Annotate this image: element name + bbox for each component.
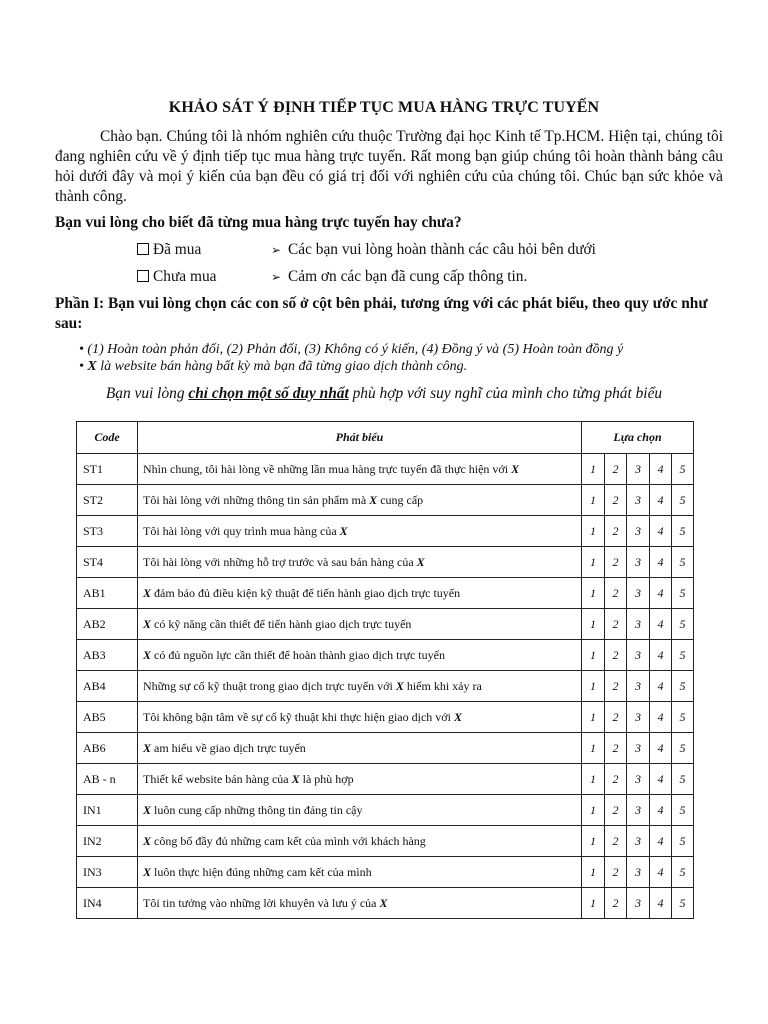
table-row [77,485,694,516]
row-code: IN2 [77,826,138,857]
header-statement: Phát biểu [138,422,582,454]
choice-option-3[interactable]: 3 [627,609,650,640]
choice-option-4[interactable]: 4 [650,764,672,795]
checkbox-da-mua[interactable] [137,243,149,255]
choice-option-3[interactable]: 3 [627,578,650,609]
choice-option-1[interactable]: 1 [582,578,605,609]
x-definition-bullet [79,359,467,375]
x-symbol: X [511,461,520,476]
row-statement [138,485,582,516]
table-row [77,578,694,609]
x-symbol: X [453,709,462,724]
statement-text-before: Tôi hài lòng với những hỗ trợ trước và sau bán hàng của [143,554,417,569]
choice-option-3[interactable]: 3 [627,857,650,888]
arrow-icon: ➢ [271,270,282,284]
checkbox-chua-mua[interactable] [137,270,149,282]
row-code: AB - n [77,764,138,795]
x-symbol: X [143,616,152,631]
table-row [77,609,694,640]
instruction-prefix: Bạn vui lòng [105,385,189,402]
choice-option-3[interactable]: 3 [627,454,650,485]
choice-option-1[interactable]: 1 [582,733,605,764]
statement-text-before: Tôi tin tưởng vào những lời khuyên và lưu ý của [143,895,380,910]
choice-option-4[interactable]: 4 [650,733,672,764]
row-code: ST4 [77,547,138,578]
choice-option-4[interactable]: 4 [650,671,672,702]
choice-option-5[interactable]: 5 [672,764,694,795]
bullet-icon: • [79,359,88,374]
choice-option-5[interactable]: 5 [672,733,694,764]
row-statement [138,857,582,888]
option-label: Chưa mua [153,268,217,285]
row-statement [138,702,582,733]
choice-option-4[interactable]: 4 [650,702,672,733]
choice-option-5[interactable]: 5 [672,578,694,609]
choice-option-4[interactable]: 4 [650,888,672,919]
choice-option-2[interactable]: 2 [605,485,627,516]
choice-option-5[interactable]: 5 [672,702,694,733]
choice-option-3[interactable]: 3 [627,888,650,919]
x-symbol: X [143,833,152,848]
x-symbol: X [339,523,348,538]
x-symbol: X [395,678,404,693]
choice-option-5[interactable]: 5 [672,547,694,578]
choice-option-2[interactable]: 2 [605,702,627,733]
choice-option-4[interactable]: 4 [650,826,672,857]
x-symbol: X [87,359,97,374]
choice-option-3[interactable]: 3 [627,764,650,795]
option-note: Cảm ơn các bạn đã cung cấp thông tin. [288,268,528,285]
table-row [77,764,694,795]
row-code: ST1 [77,454,138,485]
table-row [77,702,694,733]
table-header-row [77,422,694,454]
row-statement [138,609,582,640]
part1-heading: Phần I: Bạn vui lòng chọn các con số ở cột bên phải, tương ứng với các phát biểu, theo quy ước như sau: [55,295,708,332]
statement-text-after: là phù hợp [299,771,354,786]
x-symbol: X [369,492,378,507]
choice-option-3[interactable]: 3 [627,547,650,578]
choice-option-3[interactable]: 3 [627,733,650,764]
statement-text-after: đảm bảo đủ điều kiện kỹ thuật để tiến hành giao dịch trực tuyến [151,585,461,600]
choice-option-2[interactable]: 2 [605,826,627,857]
choice-option-5[interactable]: 5 [672,826,694,857]
choice-option-3[interactable]: 3 [627,516,650,547]
table-row [77,516,694,547]
choice-option-5[interactable]: 5 [672,640,694,671]
statement-text-after: cung cấp [377,492,424,507]
row-code: AB2 [77,609,138,640]
choice-option-4[interactable]: 4 [650,516,672,547]
bullet-icon: • [79,342,88,357]
choice-option-5[interactable]: 5 [672,485,694,516]
statement-text-after: am hiểu về giao dịch trực tuyến [151,740,306,755]
choice-option-2[interactable]: 2 [605,857,627,888]
statement-text-after: hiếm khi xảy ra [403,678,482,693]
choice-option-2[interactable]: 2 [605,733,627,764]
x-symbol: X [143,864,152,879]
choice-option-5[interactable]: 5 [672,516,694,547]
row-statement [138,671,582,702]
row-code: AB1 [77,578,138,609]
choice-option-5[interactable]: 5 [672,671,694,702]
x-symbol: X [143,740,152,755]
choice-option-1[interactable]: 1 [582,857,605,888]
choice-option-1[interactable]: 1 [582,795,605,826]
statement-text-before: Nhìn chung, tôi hài lòng về những lần mua hàng trực tuyến đã thực hiện với [143,461,512,476]
choice-option-2[interactable]: 2 [605,888,627,919]
choice-option-2[interactable]: 2 [605,578,627,609]
row-code: ST3 [77,516,138,547]
row-code: AB3 [77,640,138,671]
statement-text-after: luôn thực hiện đúng những cam kết của mình [151,864,372,879]
row-statement [138,826,582,857]
choice-option-5[interactable]: 5 [672,454,694,485]
choice-option-4[interactable]: 4 [650,857,672,888]
scale-legend-text: (1) Hoàn toàn phản đối, (2) Phản đối, (3) Không có ý kiến, (4) Đồng ý và (5) Hoàn toàn đồng ý [87,342,624,357]
header-code: Code [77,422,138,454]
question-purchased-before: Bạn vui lòng cho biết đã từng mua hàng trực tuyến hay chưa? [55,214,462,231]
choice-option-3[interactable]: 3 [627,485,650,516]
instruction-suffix: phù hợp với suy nghĩ của mình cho từng phát biểu [348,385,663,402]
header-choice: Lựa chọn [582,422,694,454]
table-row [77,547,694,578]
choice-option-1[interactable]: 1 [582,702,605,733]
intro-paragraph [55,127,723,207]
x-symbol: X [291,771,300,786]
choice-option-4[interactable]: 4 [650,578,672,609]
statement-text-after: có kỹ năng cần thiết để tiến hành giao dịch trực tuyến [151,616,412,631]
choice-option-2[interactable]: 2 [605,516,627,547]
x-symbol: X [143,585,152,600]
statement-text-before: Tôi hài lòng với quy trình mua hàng của [143,523,340,538]
option-note: Các bạn vui lòng hoàn thành các câu hỏi bên dưới [288,241,596,258]
choice-option-4[interactable]: 4 [650,795,672,826]
row-code: AB5 [77,702,138,733]
choice-option-3[interactable]: 3 [627,702,650,733]
x-symbol: X [379,895,388,910]
statement-text-after: luôn cung cấp những thông tin đáng tin cậy [151,802,363,817]
instruction-line [0,385,768,403]
choice-option-1[interactable]: 1 [582,826,605,857]
choice-option-2[interactable]: 2 [605,671,627,702]
choice-option-2[interactable]: 2 [605,640,627,671]
choice-option-1[interactable]: 1 [582,764,605,795]
choice-option-4[interactable]: 4 [650,454,672,485]
choice-option-1[interactable]: 1 [582,888,605,919]
option-label: Đã mua [153,241,202,258]
statement-text-before: Tôi không bận tâm về sự cố kỹ thuật khi thực hiện giao dịch với [143,709,454,724]
choice-option-2[interactable]: 2 [605,609,627,640]
x-definition-text: là website bán hàng bất kỳ mà bạn đã từng giao dịch thành công. [96,359,468,374]
choice-option-4[interactable]: 4 [650,485,672,516]
choice-option-1[interactable]: 1 [582,671,605,702]
choice-option-2[interactable]: 2 [605,454,627,485]
row-statement [138,795,582,826]
choice-option-2[interactable]: 2 [605,795,627,826]
scale-legend-bullet [79,342,623,358]
table-row [77,671,694,702]
row-statement [138,578,582,609]
row-statement [138,733,582,764]
row-statement [138,888,582,919]
survey-title: KHẢO SÁT Ý ĐỊNH TIẾP TỤC MUA HÀNG TRỰC TUYẾN [168,99,600,116]
row-statement [138,764,582,795]
choice-option-5[interactable]: 5 [672,609,694,640]
x-symbol: X [143,647,152,662]
row-statement [138,547,582,578]
row-code: IN1 [77,795,138,826]
table-row [77,857,694,888]
choice-option-4[interactable]: 4 [650,640,672,671]
table-row [77,733,694,764]
row-statement [138,454,582,485]
choice-option-1[interactable]: 1 [582,485,605,516]
row-code: IN3 [77,857,138,888]
choice-option-5[interactable]: 5 [672,857,694,888]
row-code: AB6 [77,733,138,764]
table-row [77,888,694,919]
choice-option-1[interactable]: 1 [582,454,605,485]
arrow-icon: ➢ [271,243,282,257]
choice-option-3[interactable]: 3 [627,826,650,857]
choice-option-2[interactable]: 2 [605,547,627,578]
row-statement [138,640,582,671]
statement-text-after: có đủ nguồn lực cần thiết để hoàn thành giao dịch trực tuyến [151,647,445,662]
row-code: IN4 [77,888,138,919]
x-symbol: X [143,802,152,817]
statement-text-before: Thiết kế website bán hàng của [143,771,292,786]
x-symbol: X [416,554,425,569]
table-row [77,826,694,857]
choice-option-4[interactable]: 4 [650,609,672,640]
statement-text-before: Tôi hài lòng với những thông tin sản phẩm mà [143,492,370,507]
choice-option-5[interactable]: 5 [672,795,694,826]
intro-text: Chào bạn. Chúng tôi là nhóm nghiên cứu thuộc Trường đại học Kinh tế Tp.HCM. Hiện tại, chúng tôi đang nghiên cứu về ý định tiếp tục mua hàng trực tuyến. Rất mong bạn giúp chúng tôi hoàn thành bảng câu hỏi dưới đây và mọi ý kiến của bạn đều có giá trị đối với nghiên cứu của chúng tôi. Chúc bạn sức khỏe và thành công. [55,128,723,205]
choice-option-3[interactable]: 3 [627,795,650,826]
choice-option-1[interactable]: 1 [582,640,605,671]
choice-option-1[interactable]: 1 [582,547,605,578]
statement-text-after: công bố đầy đủ những cam kết của mình với khách hàng [151,833,426,848]
statement-text-before: Những sự cố kỹ thuật trong giao dịch trực tuyến với [143,678,396,693]
row-code: AB4 [77,671,138,702]
choice-option-2[interactable]: 2 [605,764,627,795]
table-row [77,454,694,485]
choice-option-1[interactable]: 1 [582,609,605,640]
choice-option-3[interactable]: 3 [627,640,650,671]
table-row [77,640,694,671]
choice-option-1[interactable]: 1 [582,516,605,547]
choice-option-5[interactable]: 5 [672,888,694,919]
likert-table [76,421,694,919]
row-statement [138,516,582,547]
choice-option-4[interactable]: 4 [650,547,672,578]
choice-option-3[interactable]: 3 [627,671,650,702]
row-code: ST2 [77,485,138,516]
instruction-emphasis: chỉ chọn một số duy nhất [188,385,349,402]
table-row [77,795,694,826]
